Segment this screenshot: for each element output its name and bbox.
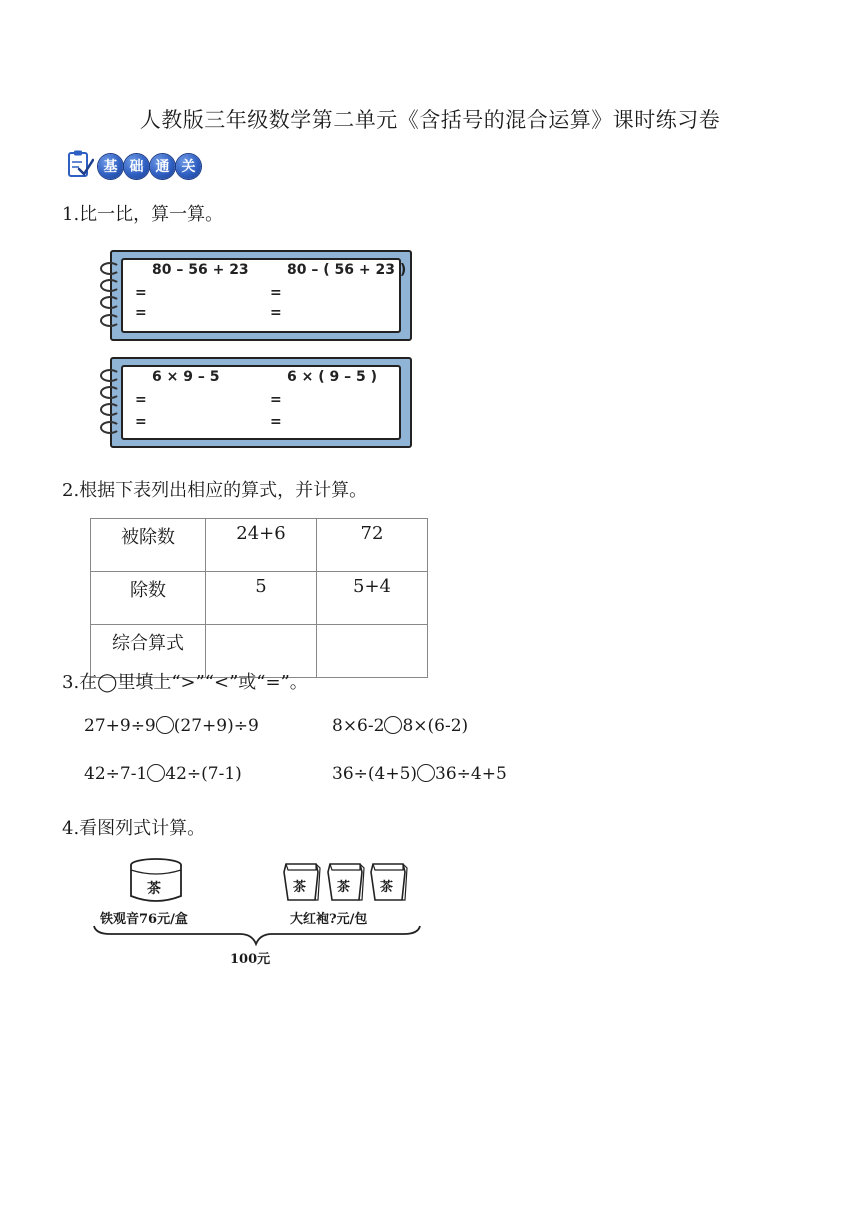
comparison-left: 42÷7-1 [84,764,148,784]
comparison-item [332,716,468,736]
row-header: 被除数 [91,519,206,572]
question-1-label: 1.比一比，算一算。 [62,204,224,225]
spiral-ring [100,279,120,292]
answer-circle[interactable] [147,764,165,782]
table-row [91,519,428,572]
row-header: 除数 [91,572,206,625]
badge-char: 础 [124,154,149,179]
table-cell: 5 [206,572,317,625]
spiral-ring [100,262,120,275]
comparison-item [84,716,259,736]
answer-cell[interactable] [317,625,428,678]
comparison-left: 36÷(4+5) [332,764,418,784]
clipboard-check-icon [66,149,94,183]
total-label: 100元 [230,952,271,967]
equals-sign: = [135,414,147,430]
left-expression: 80 – 56 + 23 [152,262,249,278]
tea-char: 茶 [293,880,307,895]
tea-figure [90,852,430,972]
tea-char: 茶 [147,881,161,897]
question-4-label: 4.看图列式计算。 [62,818,206,839]
table-cell: 24+6 [206,519,317,572]
equals-sign: = [270,414,282,430]
table-row [91,572,428,625]
equals-sign: = [270,305,282,321]
comparison-right: 36÷4+5 [435,764,507,784]
table-cell: 5+4 [317,572,428,625]
data-table [90,518,428,678]
answer-circle[interactable] [384,716,402,734]
equals-sign: = [135,392,147,408]
question-2-label: 2.根据下表列出相应的算式，并计算。 [62,480,368,501]
comparison-item [332,764,507,784]
expression-card-1 [100,250,412,339]
tea-char: 茶 [337,880,351,895]
right-expression: 80 – ( 56 + 23 ) [287,262,407,278]
spiral-ring [100,403,120,416]
comparison-left: 27+9÷9 [84,716,156,736]
section-badge [66,149,201,183]
equals-sign: = [270,285,282,301]
spiral-ring [100,386,120,399]
comparison-right: (27+9)÷9 [173,716,259,736]
badge-char: 通 [150,154,175,179]
spiral-ring [100,421,120,434]
question-3-label: 3.在◯里填上“>”“<”或“=”。 [62,672,308,693]
comparison-right: 8×(6-2) [402,716,469,736]
comparison-item [84,764,242,784]
spiral-ring [100,369,120,382]
equals-sign: = [135,285,147,301]
spiral-ring [100,314,120,327]
row-header: 综合算式 [91,625,206,678]
bag-price-label: 大红袍?元/包 [290,912,368,927]
answer-circle[interactable] [156,716,174,734]
page-title: 人教版三年级数学第二单元《含括号的混合运算》课时练习卷 [139,108,721,132]
table-cell: 72 [317,519,428,572]
comparison-right: 42÷(7-1) [165,764,242,784]
expression-card-2 [100,357,412,446]
comparison-left: 8×6-2 [332,716,385,736]
right-expression: 6 × ( 9 – 5 ) [287,369,377,385]
tea-char: 茶 [380,880,394,895]
left-expression: 6 × 9 – 5 [152,369,220,385]
answer-circle[interactable] [417,764,435,782]
badge-char: 基 [98,154,123,179]
equals-sign: = [270,392,282,408]
spiral-ring [100,296,120,309]
badge-char: 关 [176,154,201,179]
jar-price-label: 铁观音76元/盒 [100,912,188,927]
equals-sign: = [135,305,147,321]
